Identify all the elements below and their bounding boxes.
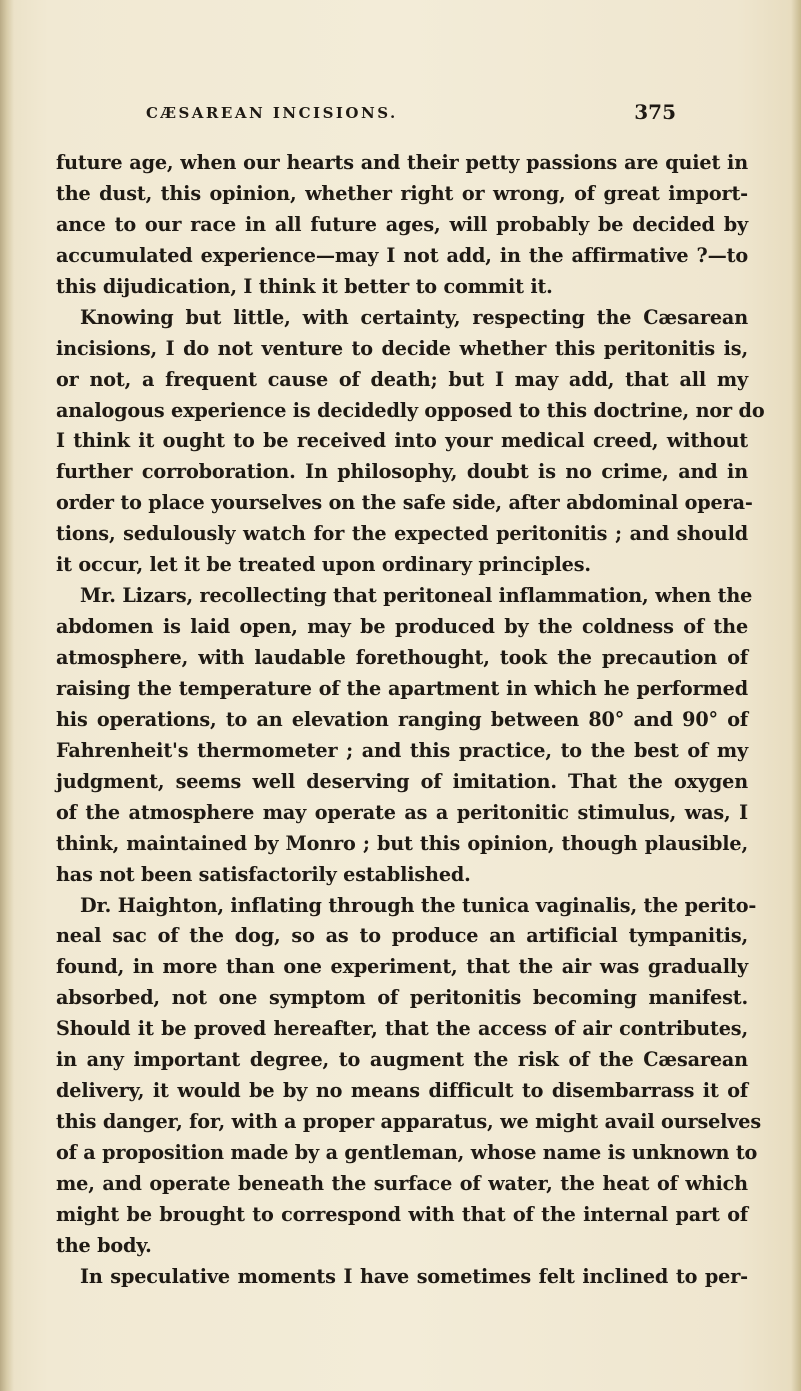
text-line: this dijudication, I think it better to commit it. <box>56 274 553 298</box>
text-line: judgment, seems well deserving of imitation. That the oxygen <box>56 769 748 793</box>
text-line: ance to our race in all future ages, will probably be decided by <box>56 212 748 236</box>
text-line: analogous experience is decidedly opposed to this doctrine, nor do <box>56 398 765 422</box>
running-head <box>146 100 676 130</box>
page-number: 375 <box>634 100 676 124</box>
text-line: Should it be proved hereafter, that the access of air contributes, <box>56 1017 748 1041</box>
text-line: neal sac of the dog, so as to produce an artificial tympanitis, <box>56 924 748 948</box>
text-line: of a proposition made by a gentleman, whose name is unknown to <box>56 1141 758 1164</box>
text-line: this danger, for, with a proper apparatus, we might avail ourselves <box>56 1110 762 1134</box>
text-line: think, maintained by Monro ; but this opinion, though plausible, <box>56 831 748 855</box>
text-line: raising the temperature of the apartment in which he performed <box>56 676 748 700</box>
page-edge-shadow <box>791 0 801 1391</box>
text-line: atmosphere, with laudable forethought, took the precaution of <box>56 646 748 669</box>
text-line: delivery, it would be by no means difficult to disembarrass it of <box>56 1079 748 1103</box>
text-line: Knowing but little, with certainty, respecting the Cæsarean <box>80 305 748 329</box>
text-line: the body. <box>56 1233 152 1257</box>
text-line: found, in more than one experiment, that the air was gradually <box>56 955 748 979</box>
text-line: accumulated experience—may I not add, in the affirmative ?—to <box>56 243 748 267</box>
text-line: incisions, I do not venture to decide whether this peritonitis is, <box>56 336 748 360</box>
text-line: abdomen is laid open, may be produced by the coldness of the <box>56 615 748 639</box>
text-line: Fahrenheit's thermometer ; and this practice, to the best of my <box>56 738 748 762</box>
text-line: or not, a frequent cause of death; but I may add, that all my <box>56 367 748 391</box>
text-line: it occur, let it be treated upon ordinary principles. <box>56 553 591 577</box>
text-line: order to place yourselves on the safe side, after abdominal opera- <box>56 491 753 515</box>
text-line: his operations, to an elevation ranging between 80° and 90° of <box>56 707 748 731</box>
text-line: I think it ought to be received into your medical creed, without <box>56 429 748 453</box>
text-line: Mr. Lizars, recollecting that peritoneal inflammation, when the <box>80 584 753 608</box>
text-line: of the atmosphere may operate as a peritonitic stimulus, was, I <box>56 800 748 824</box>
text-line: tions, sedulously watch for the expected peritonitis ; and should <box>56 522 748 546</box>
running-title: CÆSAREAN INCISIONS. <box>146 104 398 122</box>
text-line: absorbed, not one symptom of peritonitis becoming manifest. <box>56 986 748 1010</box>
body-text <box>56 148 765 1293</box>
page-gutter-shadow <box>0 0 14 1391</box>
text-line: Dr. Haighton, inflating through the tunica vaginalis, the perito- <box>80 893 757 917</box>
text-line: the dust, this opinion, whether right or wrong, of great import- <box>56 181 748 205</box>
text-line: further corroboration. In philosophy, doubt is no crime, and in <box>56 460 748 484</box>
text-line: In speculative moments I have sometimes felt inclined to per- <box>80 1264 748 1288</box>
text-line: future age, when our hearts and their petty passions are quiet in <box>56 151 748 174</box>
text-line: me, and operate beneath the surface of water, the heat of which <box>56 1171 748 1195</box>
text-line: might be brought to correspond with that of the internal part of <box>56 1202 748 1226</box>
text-line: in any important degree, to augment the risk of the Cæsarean <box>56 1048 748 1072</box>
text-line: has not been satisfactorily established. <box>56 862 471 886</box>
